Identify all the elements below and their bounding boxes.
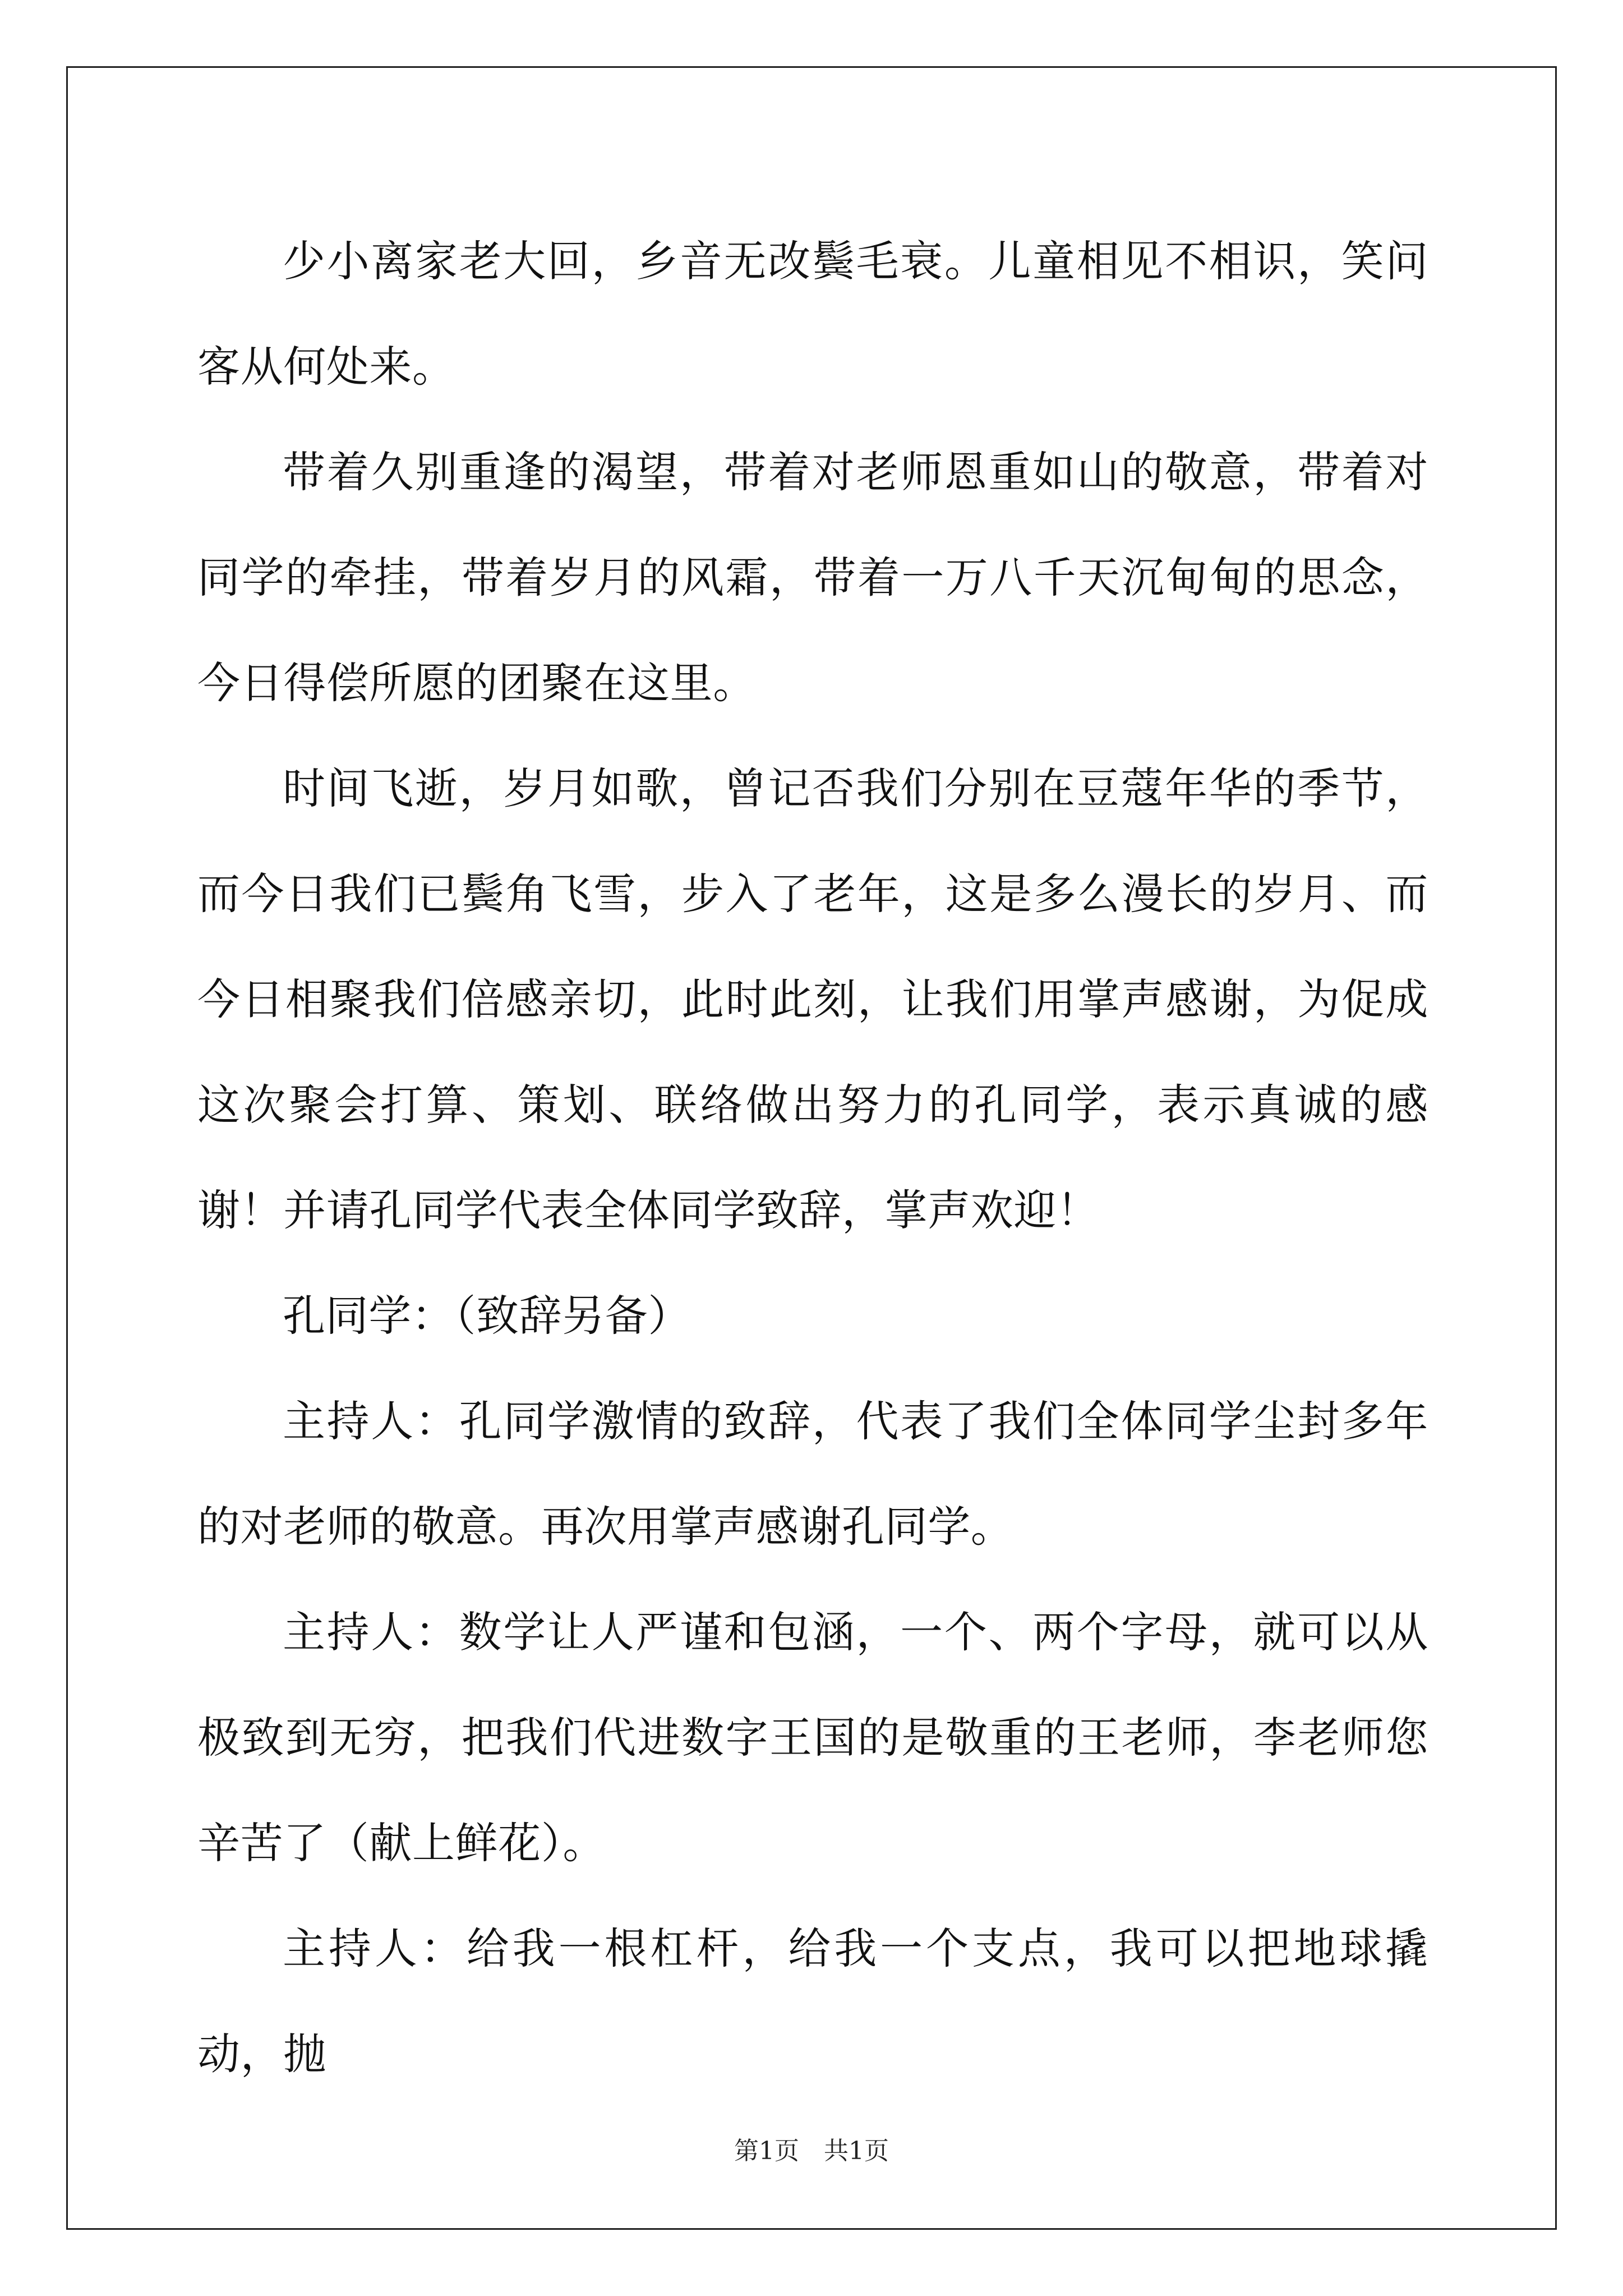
- paragraph-6: 主持人：数学让人严谨和包涵，一个、两个字母，就可以从极致到无穷，把我们代进数字王国的是敬重的王老师，李老师您辛苦了（献上鲜花）。: [197, 1607, 1428, 1868]
- page-footer: 第1页 共1页: [734, 2137, 889, 2165]
- paragraph-1: 少小离家老大回，乡音无改鬓毛衰。儿童相见不相识，笑问客从何处来。: [197, 236, 1428, 392]
- paragraph-5: 主持人：孔同学激情的致辞，代表了我们全体同学尘封多年的对老师的敬意。再次用掌声感谢孔同学。: [197, 1396, 1428, 1552]
- paragraph-7: 主持人：给我一根杠杆，给我一个支点，我可以把地球撬动，抛: [197, 1924, 1428, 2079]
- document-body: [197, 209, 1428, 2107]
- paragraph-3: 时间飞逝，岁月如歌，曾记否我们分别在豆蔻年华的季节，而今日我们已鬓角飞雪，步入了老年，这是多么漫长的岁月、而今日相聚我们倍感亲切，此时此刻，让我们用掌声感谢，为促成这次聚会打算、策划、联络做出努力的孔同学，表示真诚的感谢！并请孔同学代表全体同学致辞，掌声欢迎！: [197, 763, 1428, 1235]
- paragraph-4: 孔同学：（致辞另备）: [283, 1291, 691, 1341]
- paragraph-2: 带着久别重逢的渴望，带着对老师恩重如山的敬意，带着对同学的牵挂，带着岁月的风霜，带着一万八千天沉甸甸的思念，今日得偿所愿的团聚在这里。: [197, 447, 1428, 708]
